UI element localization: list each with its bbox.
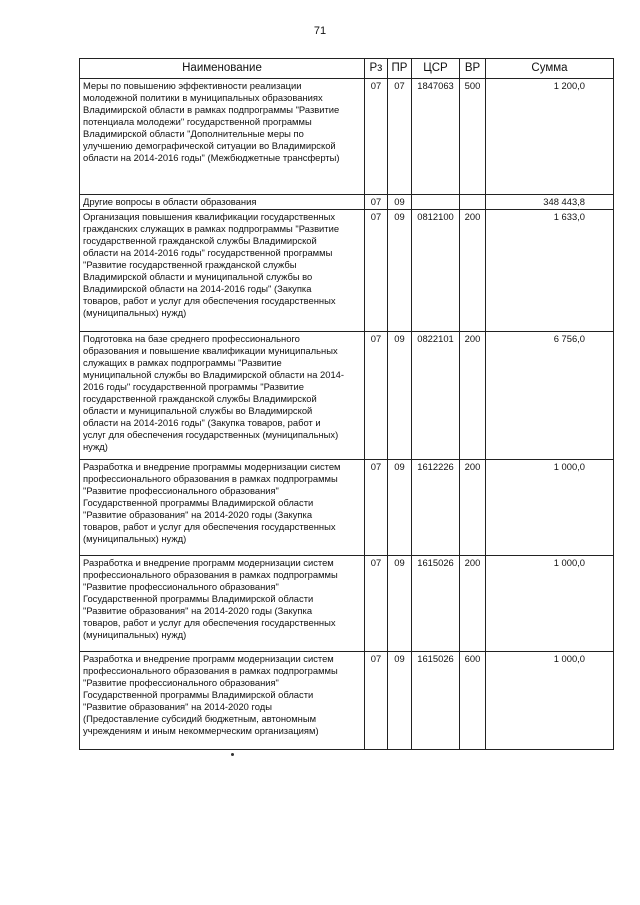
table-row	[80, 460, 614, 556]
row-name: Подготовка на базе среднего профессионального образования и повышение квалификации муниципальных служащих в рамках подпрограммы "Развитие муниципальной службы во Владимирской области на 2014- 2016 годы" государственной программы "Развитие государственной гражданской службы Владимирской области и муниципальной службы во Владимирской области на 2014-2016 годы" (Закупка товаров, работ и услуг для обеспечения государственных (муниципальных) нужд)	[80, 332, 365, 460]
row-rz: 07	[365, 556, 388, 652]
row-name: Другие вопросы в области образования	[80, 195, 365, 210]
row-pr: 09	[388, 460, 412, 556]
row-sum: 6 756,0	[486, 332, 614, 460]
row-name: Разработка и внедрение программ модернизации систем профессионального образования в рамках подпрограммы "Развитие профессионального образования" Государственной программы Владимирской области "Развитие образования" на 2014-2020 годы (Закупка товаров, работ и услуг для обеспечения государственных (муниципальных) нужд)	[80, 556, 365, 652]
row-pr: 09	[388, 210, 412, 332]
row-sum: 348 443,8	[486, 195, 614, 210]
row-pr: 09	[388, 332, 412, 460]
row-rz: 07	[365, 332, 388, 460]
row-vr: 500	[460, 79, 486, 195]
row-vr: 200	[460, 556, 486, 652]
row-csr	[412, 195, 460, 210]
row-name: Меры по повышению эффективности реализации молодежной политики в муниципальных образованиях Владимирской области в рамках подпрограммы "Развитие потенциала молодежи" государственной программы Владимирской области "Дополнительные меры по улучшению демографической ситуации во Владимирской области на 2014-2016 годы" (Межбюджетные трансферты)	[80, 79, 365, 195]
row-vr: 200	[460, 210, 486, 332]
row-vr	[460, 195, 486, 210]
header-sum: Сумма	[486, 59, 614, 79]
table-row	[80, 210, 614, 332]
row-csr: 1612226	[412, 460, 460, 556]
header-name: Наименование	[80, 59, 365, 79]
row-vr: 200	[460, 332, 486, 460]
row-rz: 07	[365, 195, 388, 210]
row-name: Разработка и внедрение программ модернизации систем профессионального образования в рамках подпрограммы "Развитие профессионального образования" Государственной программы Владимирской области "Развитие образования" на 2014-2020 годы (Предоставление субсидий бюджетным, автономным учреждениям и иным некоммерческим организациям)	[80, 652, 365, 750]
row-pr: 09	[388, 195, 412, 210]
row-rz: 07	[365, 460, 388, 556]
table-row	[80, 556, 614, 652]
table-row	[80, 79, 614, 195]
page-number: 71	[313, 25, 327, 37]
header-vr: ВР	[460, 59, 486, 79]
row-vr: 600	[460, 652, 486, 750]
row-name: Разработка и внедрение программы модернизации систем профессионального образования в рамках подпрограммы "Развитие профессионального образования" Государственной программы Владимирской области "Развитие образования" на 2014-2020 годы (Закупка товаров, работ и услуг для обеспечения государственных (муниципальных) нужд)	[80, 460, 365, 556]
row-pr: 07	[388, 79, 412, 195]
header-pr: ПР	[388, 59, 412, 79]
header-csr: ЦСР	[412, 59, 460, 79]
row-rz: 07	[365, 210, 388, 332]
budget-table	[79, 58, 614, 750]
row-csr: 1615026	[412, 556, 460, 652]
row-sum: 1 200,0	[486, 79, 614, 195]
row-vr: 200	[460, 460, 486, 556]
row-csr: 0822101	[412, 332, 460, 460]
row-pr: 09	[388, 652, 412, 750]
row-rz: 07	[365, 79, 388, 195]
table-row	[80, 332, 614, 460]
row-sum: 1 633,0	[486, 210, 614, 332]
row-sum: 1 000,0	[486, 556, 614, 652]
table-row	[80, 652, 614, 750]
header-rz: Рз	[365, 59, 388, 79]
table-row	[80, 195, 614, 210]
row-pr: 09	[388, 556, 412, 652]
table-header-row	[80, 59, 614, 79]
row-sum: 1 000,0	[486, 652, 614, 750]
row-csr: 1847063	[412, 79, 460, 195]
row-csr: 0812100	[412, 210, 460, 332]
row-csr: 1615026	[412, 652, 460, 750]
row-rz: 07	[365, 652, 388, 750]
row-sum: 1 000,0	[486, 460, 614, 556]
row-name: Организация повышения квалификации государственных гражданских служащих в рамках подпрограммы "Развитие государственной гражданской службы Владимирской области на 2014-2016 годы" государственной программы "Развитие государственной гражданской службы Владимирской области и муниципальной службы во Владимирской области на 2014-2016 годы" (Закупка товаров, работ и услуг для обеспечения государственных (муниципальных) нужд)	[80, 210, 365, 332]
stray-mark	[231, 753, 234, 756]
